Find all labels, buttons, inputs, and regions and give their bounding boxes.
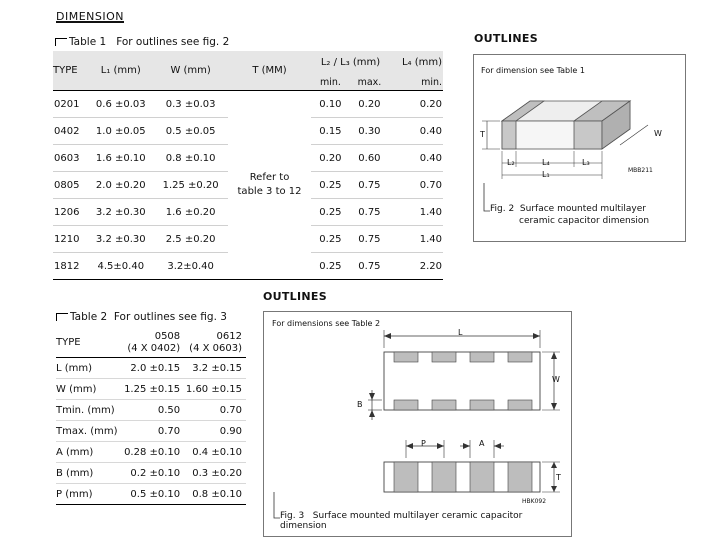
figure-2-caption bbox=[490, 204, 646, 214]
header-l1: L₁ (mm) bbox=[88, 51, 154, 91]
header-0508 bbox=[122, 331, 184, 358]
figure-2-note: For dimension see Table 1 bbox=[481, 66, 585, 75]
header-min4: min. bbox=[390, 74, 444, 91]
fig2-num: Fig. 2 bbox=[490, 204, 515, 214]
table-row bbox=[56, 379, 246, 400]
table-row bbox=[53, 91, 443, 118]
cell-max: 0.30 bbox=[349, 118, 389, 145]
header-0612 bbox=[184, 331, 246, 358]
cell-min: 0.15 bbox=[311, 118, 349, 145]
cell-label: L (mm) bbox=[56, 358, 122, 379]
cell-label: A (mm) bbox=[56, 442, 122, 463]
outlines-title-1: OUTLINES bbox=[474, 32, 538, 45]
fig2-text-1: Surface mounted multilayer bbox=[519, 204, 646, 214]
cell-0612: 0.8 ±0.10 bbox=[184, 484, 246, 505]
label-t: T bbox=[556, 473, 561, 482]
figure-3-caption bbox=[280, 511, 571, 531]
section-title: DIMENSION bbox=[56, 10, 124, 23]
label-w: W bbox=[552, 375, 560, 384]
cell-0508: 0.2 ±0.10 bbox=[122, 463, 184, 484]
header-w: W (mm) bbox=[154, 51, 228, 91]
figure-3-panel bbox=[263, 311, 572, 537]
cell-max: 0.75 bbox=[349, 199, 389, 226]
cell-w: 0.3 ±0.03 bbox=[154, 91, 228, 118]
cell-0508: 0.70 bbox=[122, 421, 184, 442]
cell-label: W (mm) bbox=[56, 379, 122, 400]
table-row bbox=[56, 400, 246, 421]
drawing-code: MBB211 bbox=[628, 167, 653, 174]
cell-l4: 1.40 bbox=[390, 199, 444, 226]
cell-label: P (mm) bbox=[56, 484, 122, 505]
header-0508-code: 0508 bbox=[154, 331, 181, 342]
cell-0612: 1.60 ±0.15 bbox=[184, 379, 246, 400]
cell-l1: 3.2 ±0.30 bbox=[88, 226, 154, 253]
fig3-text: Surface mounted multilayer ceramic capacitor dimension bbox=[280, 511, 523, 531]
cell-0612: 0.70 bbox=[184, 400, 246, 421]
cell-l4: 0.40 bbox=[390, 118, 444, 145]
caption-tick bbox=[56, 313, 68, 314]
table-row bbox=[56, 463, 246, 484]
cell-l1: 4.5±0.40 bbox=[88, 253, 154, 280]
label-t: T bbox=[480, 130, 485, 139]
cell-type: 1812 bbox=[53, 253, 88, 280]
header-0508-sub: (4 X 0402) bbox=[127, 343, 181, 354]
header-type: TYPE bbox=[53, 51, 88, 91]
cell-type: 1210 bbox=[53, 226, 88, 253]
cell-min: 0.25 bbox=[311, 172, 349, 199]
cell-0508: 0.50 bbox=[122, 400, 184, 421]
cell-type: 0603 bbox=[53, 145, 88, 172]
cell-0612: 3.2 ±0.15 bbox=[184, 358, 246, 379]
header-l4: L₄ (mm) bbox=[390, 51, 444, 74]
cell-type: 0805 bbox=[53, 172, 88, 199]
cell-type: 1206 bbox=[53, 199, 88, 226]
cell-w: 0.8 ±0.10 bbox=[154, 145, 228, 172]
cell-label: B (mm) bbox=[56, 463, 122, 484]
caption-tick bbox=[55, 38, 67, 39]
label-l3: L₃ bbox=[582, 158, 590, 167]
table1-caption-text: For outlines see fig. 2 bbox=[116, 36, 230, 48]
dimension-table-2 bbox=[56, 331, 246, 505]
label-w: W bbox=[654, 129, 662, 138]
label-a: A bbox=[479, 439, 485, 448]
table1-caption bbox=[55, 36, 229, 48]
cell-min: 0.25 bbox=[311, 199, 349, 226]
cell-w: 3.2±0.40 bbox=[154, 253, 228, 280]
cell-l1: 1.0 ±0.05 bbox=[88, 118, 154, 145]
cell-max: 0.60 bbox=[349, 145, 389, 172]
table-row bbox=[56, 484, 246, 505]
t-note-text: Refer to table 3 to 12 bbox=[237, 172, 302, 197]
cell-l4: 0.20 bbox=[390, 91, 444, 118]
cell-max: 0.75 bbox=[349, 226, 389, 253]
cell-l4: 2.20 bbox=[390, 253, 444, 280]
label-b: B bbox=[357, 400, 363, 409]
figure-2-panel bbox=[473, 54, 686, 242]
cell-min: 0.25 bbox=[311, 253, 349, 280]
table2-caption-text: For outlines see fig. 3 bbox=[113, 311, 227, 323]
cell-l4: 0.40 bbox=[390, 145, 444, 172]
label-l: L bbox=[458, 328, 463, 337]
cell-min: 0.25 bbox=[311, 226, 349, 253]
cell-0508: 2.0 ±0.15 bbox=[122, 358, 184, 379]
cell-l1: 2.0 ±0.20 bbox=[88, 172, 154, 199]
cell-0612: 0.3 ±0.20 bbox=[184, 463, 246, 484]
header-0612-sub: (4 X 0603) bbox=[189, 343, 242, 354]
header-min: min. bbox=[311, 74, 349, 91]
cell-w: 1.25 ±0.20 bbox=[154, 172, 228, 199]
cell-0612: 0.4 ±0.10 bbox=[184, 442, 246, 463]
cell-l1: 3.2 ±0.30 bbox=[88, 199, 154, 226]
table-row bbox=[56, 442, 246, 463]
label-p: P bbox=[421, 439, 426, 448]
cell-max: 0.75 bbox=[349, 172, 389, 199]
fig2-text-2: ceramic capacitor dimension bbox=[519, 216, 650, 226]
cell-label: Tmax. (mm) bbox=[56, 421, 122, 442]
cell-l1: 0.6 ±0.03 bbox=[88, 91, 154, 118]
table-row bbox=[56, 421, 246, 442]
cell-0508: 1.25 ±0.15 bbox=[122, 379, 184, 400]
cell-w: 0.5 ±0.05 bbox=[154, 118, 228, 145]
header-type: TYPE bbox=[56, 337, 81, 348]
header-l2l3: L₂ / L₃ (mm) bbox=[311, 51, 389, 74]
cell-l4: 0.70 bbox=[390, 172, 444, 199]
label-l4: L₄ bbox=[542, 158, 550, 167]
outlines-title-2: OUTLINES bbox=[263, 290, 327, 303]
cell-w: 1.6 ±0.20 bbox=[154, 199, 228, 226]
header-t: T (MM) bbox=[228, 51, 312, 91]
cell-min: 0.10 bbox=[311, 91, 349, 118]
cell-l1: 1.6 ±0.10 bbox=[88, 145, 154, 172]
cell-l4: 1.40 bbox=[390, 226, 444, 253]
cell-label: Tmin. (mm) bbox=[56, 400, 122, 421]
table-row bbox=[56, 358, 246, 379]
cell-min: 0.20 bbox=[311, 145, 349, 172]
table1-caption-num: Table 1 bbox=[69, 36, 107, 48]
cell-0508: 0.28 ±0.10 bbox=[122, 442, 184, 463]
figure-3-note: For dimensions see Table 2 bbox=[272, 319, 381, 328]
fig3-num: Fig. 3 bbox=[280, 511, 305, 521]
header-0612-code: 0612 bbox=[216, 331, 242, 342]
cell-t-note bbox=[228, 91, 312, 280]
cell-max: 0.75 bbox=[349, 253, 389, 280]
header-max: max. bbox=[349, 74, 389, 91]
dimension-table-1 bbox=[53, 51, 443, 280]
cell-0612: 0.90 bbox=[184, 421, 246, 442]
cell-type: 0402 bbox=[53, 118, 88, 145]
label-l1: L₁ bbox=[542, 170, 550, 179]
table2-caption-num: Table 2 bbox=[70, 311, 108, 323]
cell-w: 2.5 ±0.20 bbox=[154, 226, 228, 253]
drawing-code: HBK092 bbox=[522, 498, 547, 505]
table2-caption bbox=[56, 311, 227, 323]
cell-max: 0.20 bbox=[349, 91, 389, 118]
cell-type: 0201 bbox=[53, 91, 88, 118]
cell-0508: 0.5 ±0.10 bbox=[122, 484, 184, 505]
label-l2: L₂ bbox=[507, 158, 515, 167]
